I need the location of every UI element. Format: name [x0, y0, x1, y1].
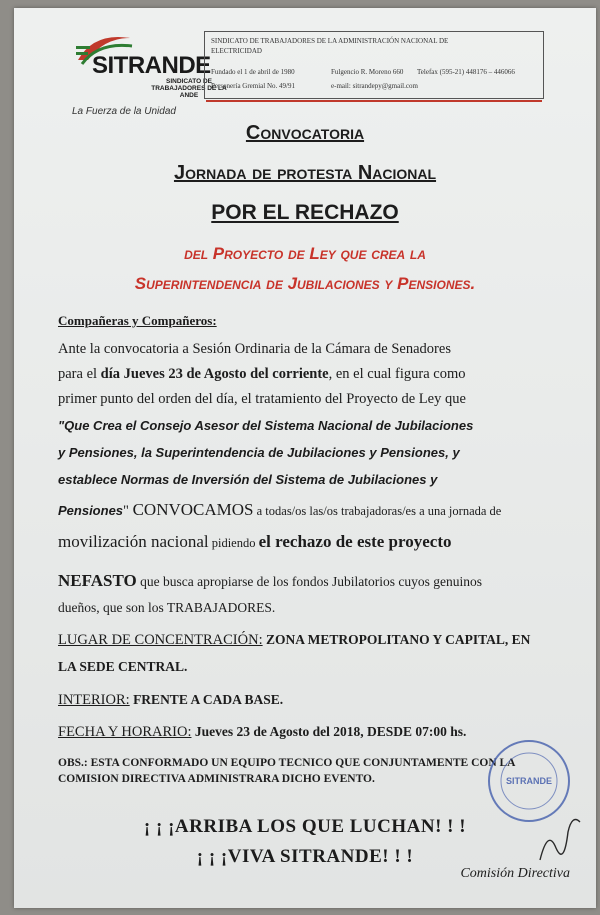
- title-jornada: Jornada de protesta Nacional: [173, 162, 437, 184]
- law-title-end: Pensiones: [58, 503, 124, 518]
- logo-name: SITRANDE: [92, 52, 211, 79]
- body-line-8: [58, 532, 452, 552]
- body-line-2a: para el: [58, 366, 101, 382]
- interior-line: [58, 692, 283, 709]
- quote-mark: ": [123, 503, 133, 519]
- logo-tagline: La Fuerza de la Unidad: [72, 106, 176, 117]
- title-convocatoria: Convocatoria: [245, 122, 365, 144]
- closing-line-2: ¡ ¡ ¡VIVA SITRANDE! ! !: [196, 846, 414, 867]
- fecha-label: FECHA Y HORARIO:: [58, 724, 192, 740]
- interior-label: INTERIOR:: [58, 692, 130, 708]
- law-title-line-3: establece Normas de Inversión del Sistema de Jubilaciones y: [58, 472, 438, 487]
- founded-date: Fundado el 1 de abril de 1980: [211, 68, 295, 76]
- title-rechazo: POR EL RECHAZO: [211, 201, 399, 224]
- subtitle-proyecto: del Proyecto de Ley que crea la: [184, 244, 426, 263]
- body-line-10: dueños, que son los TRABAJADORES.: [58, 600, 276, 615]
- organization-info-box: [204, 31, 544, 99]
- logo-subtitle: SINDICATO DE TRABAJADORES DE LA ANDE: [151, 78, 227, 99]
- body-line-3: primer punto del orden del día, el tratamiento del Proyecto de Ley que: [58, 391, 466, 407]
- closing-line-1: ¡ ¡ ¡ARRIBA LOS QUE LUCHAN! ! !: [143, 816, 467, 837]
- body-line-2: [58, 366, 466, 383]
- lugar-value-2: LA SEDE CENTRAL.: [58, 659, 188, 674]
- org-email: e-mail: sitrandepy@gmail.com: [331, 82, 418, 90]
- org-name-line1: SINDICATO DE TRABAJADORES DE LA ADMINISTRACIÓN NACIONAL DE: [211, 37, 449, 45]
- obs-line-1: OBS.: ESTA CONFORMADO UN EQUIPO TECNICO QUE CONJUNTAMENTE CON LA: [58, 757, 516, 769]
- sitrande-logo: [66, 30, 227, 120]
- body-line-9: [58, 571, 482, 591]
- fecha-value: Jueves 23 de Agosto del 2018, DESDE 07:00 hs.: [191, 724, 467, 739]
- org-address: Fulgencio R. Moreno 660: [331, 68, 404, 76]
- body-line-1: Ante la convocatoria a Sesión Ordinaria de la Cámara de Senadores: [58, 341, 451, 357]
- org-phones: Telefax (595-21) 448176 – 446066: [417, 68, 515, 76]
- lugar-label: LUGAR DE CONCENTRACIÓN:: [58, 632, 263, 648]
- fecha-line: [58, 724, 466, 741]
- law-title-line-1: "Que Crea el Consejo Asesor del Sistema Nacional de Jubilaciones: [58, 418, 474, 433]
- body-line-8b: pidiendo: [208, 536, 259, 550]
- obs-line-2: COMISION DIRECTIVA ADMINISTRARA DICHO EVENTO.: [58, 773, 375, 785]
- body-line-7: [58, 500, 501, 520]
- interior-value: FRENTE A CADA BASE.: [129, 692, 284, 707]
- movilizacion: movilización nacional: [58, 532, 209, 551]
- body-line-2c: , en el cual figura como: [328, 366, 466, 382]
- header-rule: [206, 100, 542, 102]
- stamp-label: SITRANDE: [505, 776, 553, 786]
- lugar-line: [58, 632, 530, 649]
- org-registry: Personería Gremial No. 49/91: [211, 82, 295, 90]
- greeting: Compañeras y Compañeros:: [58, 313, 217, 328]
- signature-comision-directiva: Comisión Directiva: [460, 866, 570, 881]
- subtitle-superintendencia: Superintendencia de Jubilaciones y Pensiones.: [134, 274, 476, 293]
- body-line-9b: que busca apropiarse de los fondos Jubilatorios cuyos genuinos: [136, 574, 483, 589]
- session-date: día Jueves 23 de Agosto del corriente: [100, 366, 329, 382]
- signature-scrawl-icon: [534, 808, 584, 868]
- rechazo-proyecto: el rechazo de este proyecto: [258, 532, 452, 551]
- law-title-line-2: y Pensiones, la Superintendencia de Jubilaciones y Pensiones, y: [58, 445, 460, 460]
- org-name-line2: ELECTRICIDAD: [211, 47, 262, 55]
- lugar-value: ZONA METROPOLITANO Y CAPITAL, EN: [262, 632, 531, 647]
- convocamos: CONVOCAMOS: [132, 500, 254, 519]
- document-page: [14, 8, 596, 908]
- body-line-7d: a todas/os las/os trabajadoras/es a una jornada de: [253, 504, 502, 518]
- nefasto: NEFASTO: [58, 571, 137, 590]
